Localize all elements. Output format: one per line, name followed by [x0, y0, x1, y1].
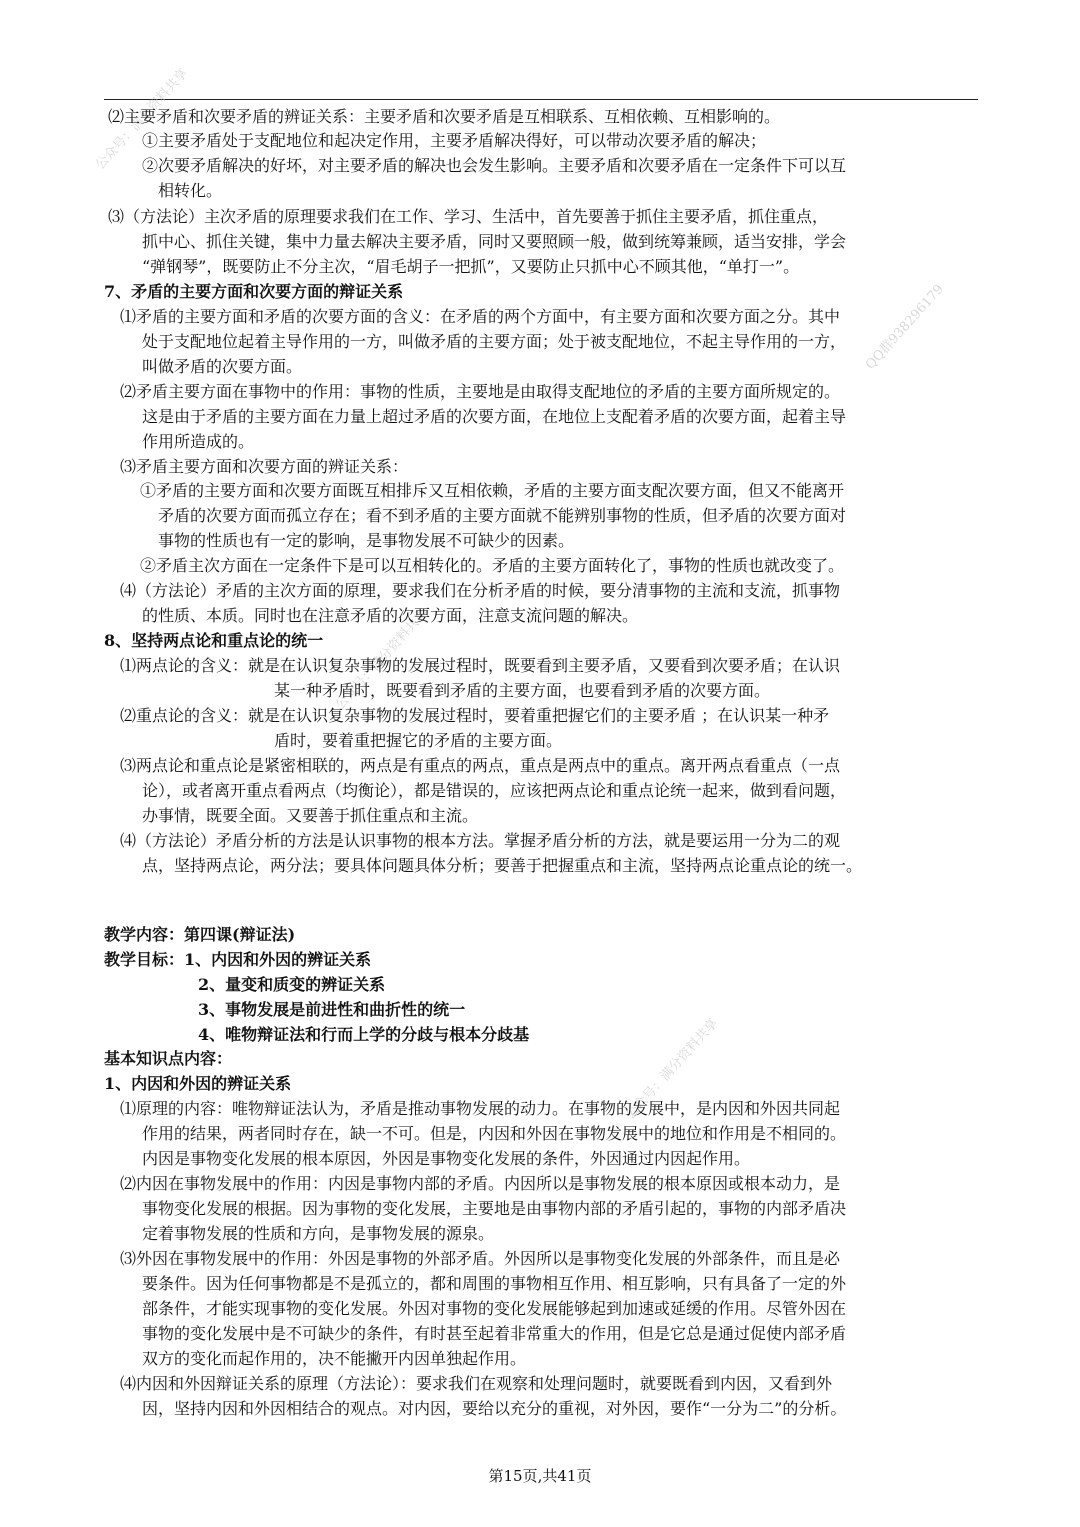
- paragraph: 办事情，既要全面。又要善于抓住重点和主流。: [142, 806, 479, 825]
- paragraph: ⑵矛盾主要方面在事物中的作用：事物的性质，主要地是由取得支配地位的矛盾的主要方面所规定的。: [120, 382, 841, 401]
- paragraph: ①矛盾的主要方面和次要方面既互相排斥又互相依赖，矛盾的主要方面支配次要方面，但又不能离开: [140, 481, 845, 500]
- watermark: QQ群938296179: [862, 281, 947, 373]
- watermark: 公众号：满分资料共享: [622, 1016, 722, 1123]
- watermark: 公众号：满分资料共享: [332, 606, 432, 713]
- paragraph: ⑶（方法论）主次矛盾的原理要求我们在工作、学习、生活中，首先要善于抓住主要矛盾，抓住重点，: [108, 207, 829, 226]
- paragraph: 抓中心、抓住关键，集中力量去解决主要矛盾，同时又要照顾一般，做到统筹兼顾，适当安排，学会: [142, 232, 847, 251]
- paragraph: ⑴两点论的含义：就是在认识复杂事物的发展过程时，既要看到主要矛盾，又要看到次要矛盾；在认识: [120, 656, 841, 675]
- section-heading: 基本知识点内容：: [104, 1049, 233, 1068]
- paragraph: ②次要矛盾解决的好坏，对主要矛盾的解决也会发生影响。主要矛盾和次要矛盾在一定条件下可以互: [142, 156, 847, 175]
- paragraph: 定着事物发展的性质和方向，是事物发展的源泉。: [142, 1224, 495, 1243]
- paragraph: ⑶两点论和重点论是紧密相联的，两点是有重点的两点，重点是两点中的重点。离开两点看重点（一点: [120, 756, 841, 775]
- paragraph: ⑶矛盾主要方面和次要方面的辨证关系：: [120, 457, 409, 476]
- section-heading: 8、坚持两点论和重点论的统一: [104, 631, 324, 650]
- paragraph: 双方的变化而起作用的，决不能撇开内因单独起作用。: [142, 1349, 527, 1368]
- paragraph: 某一种矛盾时，既要看到矛盾的主要方面，也要看到矛盾的次要方面。: [274, 681, 771, 700]
- paragraph: “弹钢琴”，既要防止不分主次，“眉毛胡子一把抓”，又要防止只抓中心不顾其他，“单打一”。: [142, 257, 800, 276]
- lesson-goal: 3、事物发展是前进性和曲折性的统一: [198, 1000, 466, 1019]
- paragraph: 要条件。因为任何事物都是不是孤立的，都和周围的事物相互作用、相互影响，只有具备了一定的外: [142, 1274, 847, 1293]
- page-footer: 第15页,共41页: [488, 1467, 592, 1485]
- paragraph: 论），或者离开重点看两点（均衡论），都是错误的，应该把两点论和重点论统一起来，做到看问题，: [142, 781, 847, 800]
- paragraph: ⑵主要矛盾和次要矛盾的辨证关系：主要矛盾和次要矛盾是互相联系、互相依赖、互相影响的。: [108, 107, 781, 126]
- paragraph: 处于支配地位起着主导作用的一方，叫做矛盾的主要方面；处于被支配地位，不起主导作用的一方，: [142, 332, 847, 351]
- paragraph: 叫做矛盾的次要方面。: [142, 357, 303, 376]
- paragraph: 矛盾的次要方面而孤立存在；看不到矛盾的主要方面就不能辨别事物的性质，但矛盾的次要方面对: [158, 506, 847, 525]
- paragraph: 事物变化发展的根据。因为事物的变化发展，主要地是由事物内部的矛盾引起的，事物的内部矛盾决: [142, 1199, 847, 1218]
- paragraph: 作用的结果，两者同时存在，缺一不可。但是，内因和外因在事物发展中的地位和作用是不相同的。: [142, 1124, 847, 1143]
- lesson-content: 教学内容：第四课(辩证法): [104, 925, 296, 944]
- paragraph: 事物的性质也有一定的影响，是事物发展不可缺少的因素。: [158, 531, 575, 550]
- section-heading: 7、矛盾的主要方面和次要方面的辩证关系: [104, 282, 404, 301]
- paragraph: 因，坚持内因和外因相结合的观点。对内因，要给以充分的重视，对外因，要作“一分为二”的分析。: [142, 1399, 847, 1418]
- paragraph: 相转化。: [158, 181, 223, 200]
- paragraph: ①主要矛盾处于支配地位和起决定作用，主要矛盾解决得好，可以带动次要矛盾的解决；: [142, 131, 767, 150]
- section-heading: 1、内因和外因的辨证关系: [104, 1074, 292, 1093]
- paragraph: ⑶外因在事物发展中的作用：外因是事物的外部矛盾。外因所以是事物变化发展的外部条件，而且是必: [120, 1249, 841, 1268]
- paragraph: 的性质、本质。同时也在注意矛盾的次要方面，注意支流问题的解决。: [142, 606, 639, 625]
- paragraph: ⑷内因和外因辩证关系的原理（方法论）：要求我们在观察和处理问题时，就要既看到内因，又看到外: [120, 1374, 833, 1393]
- paragraph: 部条件，才能实现事物的变化发展。外因对事物的变化发展能够起到加速或延缓的作用。尽管外因在: [142, 1299, 847, 1318]
- paragraph: 盾时，要着重把握它的矛盾的主要方面。: [274, 731, 563, 750]
- paragraph: 点，坚持两点论，两分法；要具体问题具体分析；要善于把握重点和主流，坚持两点论重点论的统一。: [142, 856, 863, 875]
- paragraph: ⑴矛盾的主要方面和矛盾的次要方面的含义：在矛盾的两个方面中，有主要方面和次要方面之分。其中: [120, 307, 841, 326]
- paragraph: ⑵重点论的含义：就是在认识复杂事物的发展过程时，要着重把握它们的主要矛盾 ；在认识某一种矛: [120, 706, 830, 725]
- paragraph: 作用所造成的。: [142, 432, 255, 451]
- header-rule: [104, 99, 978, 100]
- lesson-goal: 2、量变和质变的辨证关系: [198, 975, 386, 994]
- paragraph: ⑷（方法论）矛盾的主次方面的原理，要求我们在分析矛盾的时候，要分清事物的主流和支流，抓事物: [120, 581, 841, 600]
- paragraph: ⑵内因在事物发展中的作用：内因是事物内部的矛盾。内因所以是事物发展的根本原因或根本动力，是: [120, 1174, 841, 1193]
- paragraph: 这是由于矛盾的主要方面在力量上超过矛盾的次要方面，在地位上支配着矛盾的次要方面，起着主导: [142, 407, 847, 426]
- lesson-goal: 4、唯物辩证法和行而上学的分歧与根本分歧基: [198, 1025, 530, 1044]
- paragraph: ⑷（方法论）矛盾分析的方法是认识事物的根本方法。掌握矛盾分析的方法，就是要运用一分为二的观: [120, 831, 841, 850]
- paragraph: 事物的变化发展中是不可缺少的条件，有时甚至起着非常重大的作用，但是它总是通过促使内部矛盾: [142, 1324, 847, 1343]
- paragraph: ②矛盾主次方面在一定条件下是可以互相转化的。矛盾的主要方面转化了，事物的性质也就改变了。: [140, 556, 845, 575]
- lesson-goal: 教学目标：1、内因和外因的辨证关系: [104, 950, 372, 969]
- paragraph: ⑴原理的内容：唯物辩证法认为，矛盾是推动事物发展的动力。在事物的发展中，是内因和外因共同起: [120, 1099, 841, 1118]
- watermark: 公众号：满分资料共享: [92, 66, 192, 173]
- paragraph: 内因是事物变化发展的根本原因，外因是事物变化发展的条件，外因通过内因起作用。: [142, 1149, 751, 1168]
